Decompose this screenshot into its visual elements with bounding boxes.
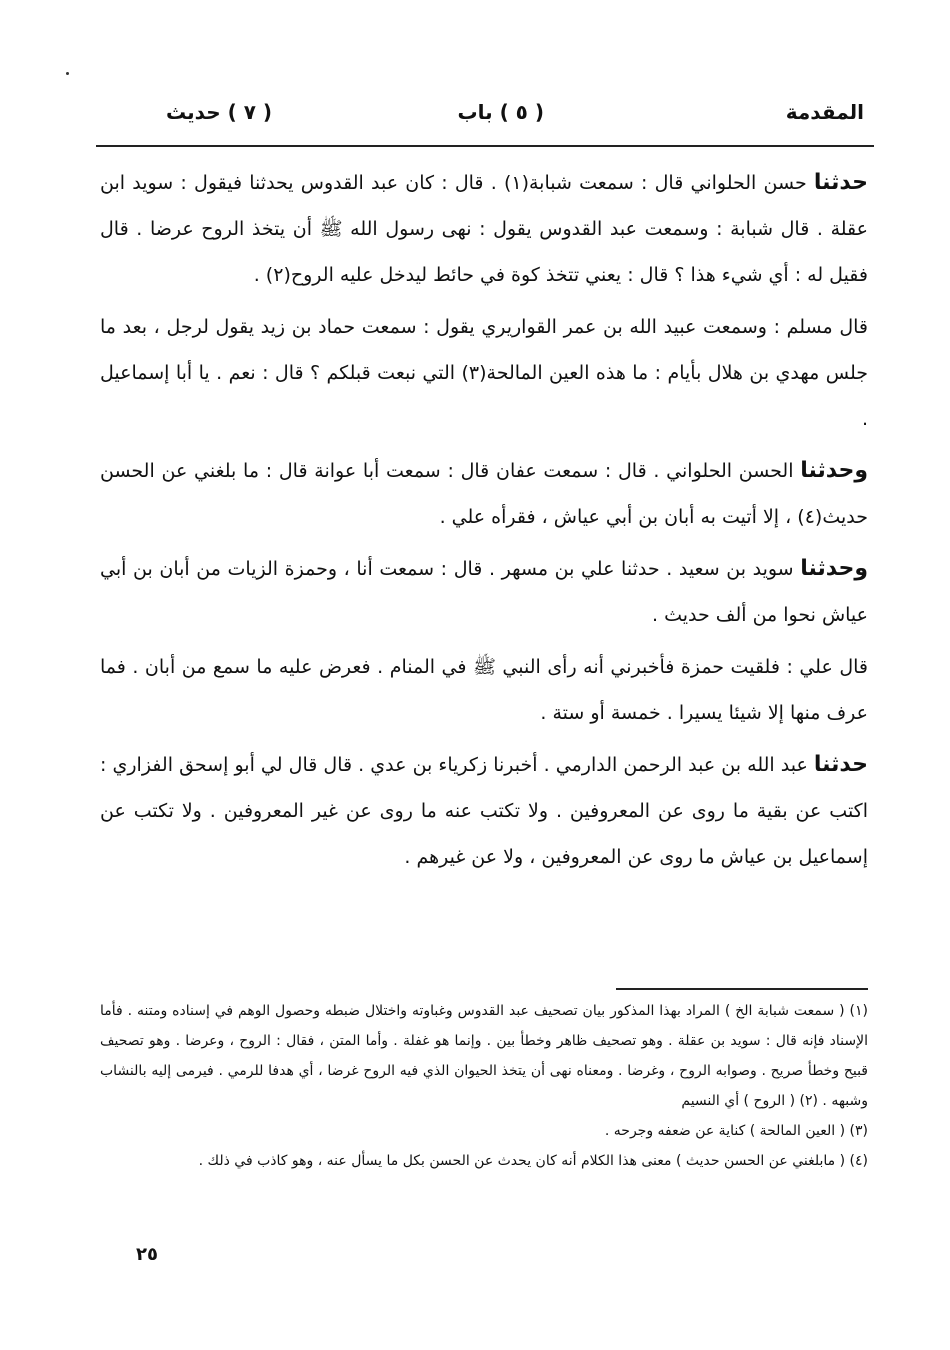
keyword-prefix: و <box>854 556 868 581</box>
header-section: المقدمة <box>785 100 864 124</box>
footnote-4: (٤) ( مابلغني عن الحسن حديث ) معنى هذا الكلام أنه كان يحدث عن الحسن بكل ما يسأل عنه ، وهو كاذب في ذلك . <box>198 1153 868 1169</box>
main-text <box>100 160 868 886</box>
page-number: ٢٥ <box>136 1244 158 1265</box>
paragraph-5-text: قال علي : فلقيت حمزة فأخبرني أنه رأى النبي ﷺ في المنام . فعرض عليه ما سمع من أبان . فما عرف منها إلا شيئا يسيرا . خمسة أو ستة . <box>100 656 868 724</box>
keyword-prefix: و <box>854 458 868 483</box>
paragraph-2 <box>100 304 868 442</box>
paragraph-3 <box>100 448 868 540</box>
keyword-haddathana: حدثنا <box>813 170 868 195</box>
footnote-3: (٣) ( العين المالحة ) كناية عن ضعفه وجرحه . <box>604 1123 868 1139</box>
keyword-haddathana: حدثنا <box>800 458 855 483</box>
keyword-haddathana: حدثنا <box>813 752 868 777</box>
keyword-haddathana: حدثنا <box>800 556 855 581</box>
paragraph-4-text: سويد بن سعيد . حدثنا علي بن مسهر . قال : سمعت أنا ، وحمزة الزيات من أبان بن أبي عياش نحوا من ألف حديث . <box>100 558 868 626</box>
paragraph-6 <box>100 742 868 880</box>
paragraph-5 <box>100 644 868 736</box>
scan-speck <box>66 72 69 75</box>
paragraph-1 <box>100 160 868 298</box>
paragraph-3-text: الحسن الحلواني . قال : سمعت عفان قال : سمعت أبا عوانة قال : ما بلغني عن الحسن حديث(٤) ، إلا أتيت به أبان بن أبي عياش ، فقرأه علي . <box>100 460 868 528</box>
paragraph-4 <box>100 546 868 638</box>
header-chapter: ( ٥ ) باب <box>457 100 544 124</box>
paragraph-1-text: حسن الحلواني قال : سمعت شبابة(١) . قال : كان عبد القدوس يحدثنا فيقول : سويد ابن عقلة . قال شبابة : وسمعت عبد القدوس يقول : نهى رسول الله ﷺ أن يتخذ الروح عرضا . قال فقيل له : أي شيء هذا ؟ قال : يعني تتخذ كوة في حائط ليدخل عليه الروح(٢) . <box>100 172 868 286</box>
footnote-rule <box>616 988 868 990</box>
running-header <box>96 100 874 140</box>
header-rule <box>96 145 874 147</box>
footnotes <box>100 996 868 1176</box>
paragraph-6-text: عبد الله بن عبد الرحمن الدارمي . أخبرنا زكرياء بن عدي . قال قال لي أبو إسحق الفزاري : اكتب عن بقية ما روى عن المعروفين . ولا تكتب عنه ما روى عن غير المعروفين . ولا تكتب عن إسماعيل بن عياش ما روى عن المعروفين ، ولا عن غيرهم . <box>100 754 868 868</box>
footnote-1-2: (١) ( سمعت شبابة الخ ) المراد بهذا المذكور بيان تصحيف عبد القدوس وغباوته واختلال ضبطه وحصول الوهم في إسناده ومتنه . فأما الإسناد فإنه قال : سويد بن عقلة . وهو تصحيف ظاهر وخطأ بين . وإنما هو غفلة . وأما المتن ، فقال : الروح ، وعرضا . وهو تصحيف قبيح وخطأ صريح . وصوابه الروح ، وغرضا . ومعناه نهى أن يتخذ الحيوان الذي فيه الروح غرضا ، أي هدفا للرمي . فيرمى إليه بالنشاب وشبهه . (٢) ( الروح ) أي النسيم <box>100 1003 868 1109</box>
paragraph-2-text: قال مسلم : وسمعت عبيد الله بن عمر القواريري يقول : سمعت حماد بن زيد يقول لرجل ، بعد ما جلس مهدي بن هلال بأيام : ما هذه العين المالحة(٣) التي نبعت قبلكم ؟ قال : نعم . يا أبا إسماعيل . <box>100 316 868 430</box>
header-hadith: ( ٧ ) حديث <box>166 100 273 124</box>
